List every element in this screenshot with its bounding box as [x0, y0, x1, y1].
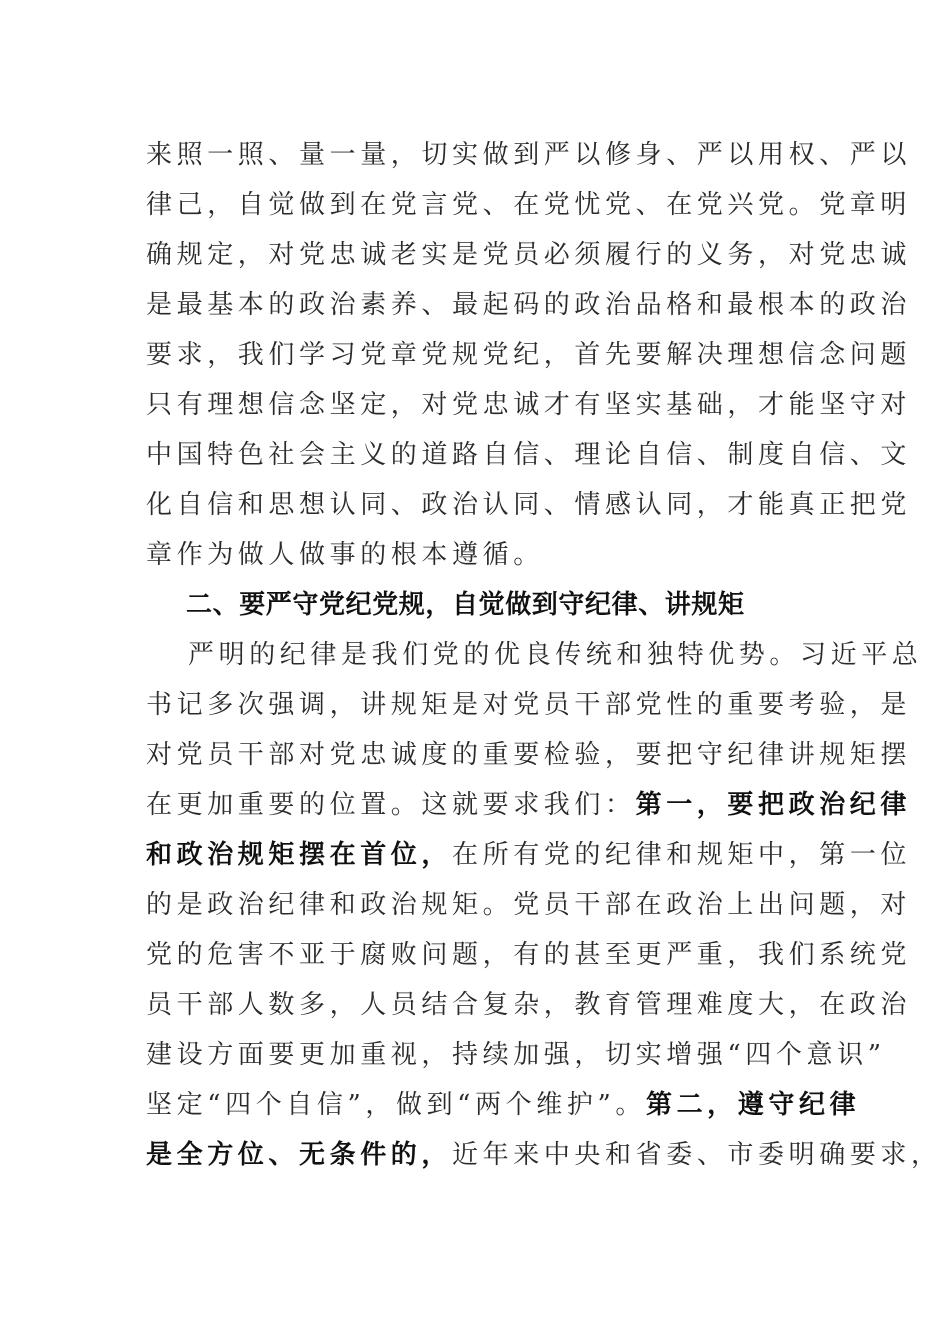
paragraph-line: 中国特色社会主义的道路自信、理论自信、制度自信、文: [146, 440, 912, 470]
section-heading: 二、要严守党纪党规，自觉做到守纪律、讲规矩: [186, 590, 745, 620]
bold-text: 和政治规矩摆在首位，: [146, 840, 453, 870]
plain-text: 近年来中央和省委、市委明确要求，: [452, 1140, 942, 1170]
bold-text: 是全方位、无条件的，: [146, 1140, 453, 1170]
paragraph-line: [146, 780, 912, 830]
paragraph-line: 律己，自觉做到在党言党、在党忧党、在党兴党。党章明: [146, 190, 912, 220]
paragraph-line: [146, 1130, 942, 1180]
paragraph-line: 只有理想信念坚定，对党忠诚才有坚实基础，才能坚守对: [146, 390, 912, 420]
paragraph-line: [146, 1080, 861, 1130]
plain-text: 坚定“四个自信”，做到“两个维护”。: [146, 1090, 646, 1120]
paragraph-line: 书记多次强调，讲规矩是对党员干部党性的重要考验，是: [146, 690, 912, 720]
paragraph-line: 党的危害不亚于腐败问题，有的甚至更严重，我们系统党: [146, 940, 912, 970]
plain-text: 在所有党的纪律和规矩中，第一位: [452, 840, 912, 870]
paragraph-line: 来照一照、量一量，切实做到严以修身、严以用权、严以: [146, 140, 912, 170]
paragraph-line: 要求，我们学习党章党规党纪，首先要解决理想信念问题: [146, 340, 912, 370]
bold-text: 第一，要把政治纪律: [635, 790, 912, 820]
paragraph-line: [146, 830, 912, 880]
plain-text: 在更加重要的位置。这就要求我们：: [146, 790, 636, 820]
paragraph-line: 员干部人数多，人员结合复杂，教育管理难度大，在政治: [146, 990, 912, 1020]
paragraph-line: 是最基本的政治素养、最起码的政治品格和最根本的政治: [146, 290, 912, 320]
body-text: [146, 130, 942, 1180]
paragraph-line: 建设方面要更加重视，持续加强，切实增强“四个意识”: [146, 1040, 886, 1070]
paragraph-line: 的是政治纪律和政治规矩。党员干部在政治上出问题，对: [146, 890, 912, 920]
paragraph-line: 确规定，对党忠诚老实是党员必须履行的义务，对党忠诚: [146, 240, 912, 270]
bold-text: 第二，遵守纪律: [645, 1090, 861, 1120]
paragraph-line: 对党员干部对党忠诚度的重要检验，要把守纪律讲规矩摆: [146, 740, 912, 770]
paragraph-line: 化自信和思想认同、政治认同、情感认同，才能真正把党: [146, 490, 912, 520]
paragraph-line: 严明的纪律是我们党的优良传统和独特优势。习近平总: [188, 640, 923, 670]
paragraph-line: 章作为做人做事的根本遵循。: [146, 540, 544, 570]
